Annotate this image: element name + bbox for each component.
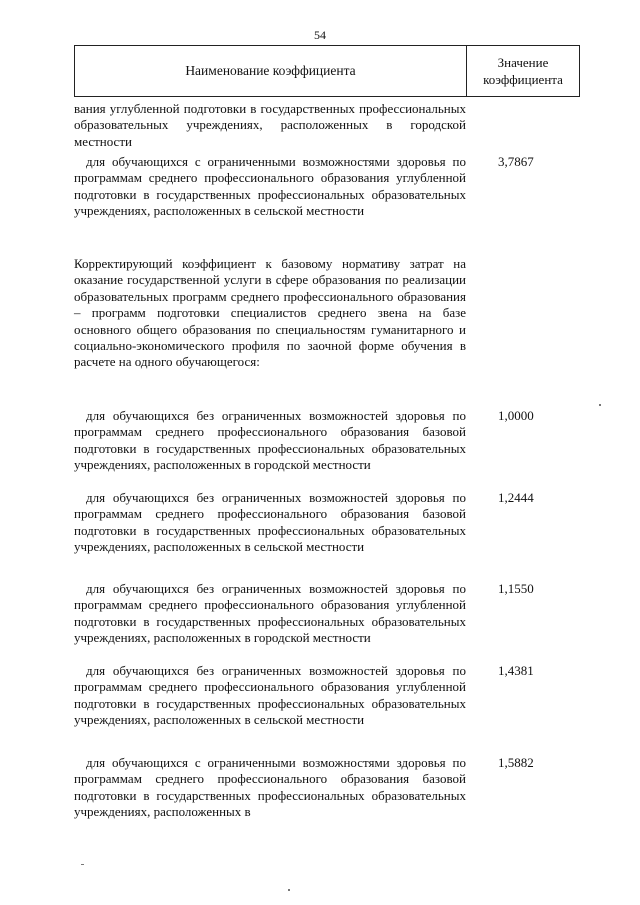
header-value-line1: Значение bbox=[497, 55, 549, 70]
scan-speck bbox=[288, 889, 290, 891]
row-2-value: 1,0000 bbox=[498, 408, 534, 423]
row-1-text: для обучающихся с ограниченными возможностями здоровья по программам среднего профессионального образования углубленной подготовки в государственных профессиональных образовательных учреждениях, расположенных в сельской местности bbox=[74, 154, 466, 219]
scan-speck bbox=[81, 864, 84, 865]
row-2-text: для обучающихся без ограниченных возможностей здоровья по программам среднего профессионального образования базовой подготовки в государственных профессиональных образовательных учреждениях, расположенных в городской местности bbox=[74, 408, 466, 473]
row-1-value: 3,7867 bbox=[498, 154, 534, 169]
row-3-value: 1,2444 bbox=[498, 490, 534, 505]
page-number: 54 bbox=[314, 28, 326, 42]
header-value-line2: коэффициента bbox=[483, 72, 563, 87]
header-coefficient-value bbox=[467, 46, 579, 96]
row-6-text: для обучающихся с ограниченными возможностями здоровья по программам среднего профессионального образования базовой подготовки в государственных профессиональных образовательных учреждениях, расположенных в bbox=[74, 755, 466, 820]
row-4-value: 1,1550 bbox=[498, 581, 534, 596]
row-5-value: 1,4381 bbox=[498, 663, 534, 678]
header-coefficient-name: Наименование коэффициента bbox=[75, 46, 467, 96]
scan-speck bbox=[599, 404, 601, 406]
intro-paragraph: Корректирующий коэффициент к базовому нормативу затрат на оказание государственной услуги в сфере образования по реализации образовательных программ среднего профессионального образования – программ подготовки специалистов среднего звена на базе основного общего образования по специальностям гуманитарного и социально-экономического профиля по заочной форме обучения в расчете на одного обучающегося: bbox=[74, 256, 466, 370]
row-3-text: для обучающихся без ограниченных возможностей здоровья по программам среднего профессионального образования базовой подготовки в государственных профессиональных образовательных учреждениях, расположенных в сельской местности bbox=[74, 490, 466, 555]
row-6-value: 1,5882 bbox=[498, 755, 534, 770]
row-4-text: для обучающихся без ограниченных возможностей здоровья по программам среднего профессионального образования углубленной подготовки в государственных профессиональных образовательных учреждениях, расположенных в городской местности bbox=[74, 581, 466, 646]
row-5-text: для обучающихся без ограниченных возможностей здоровья по программам среднего профессионального образования углубленной подготовки в государственных профессиональных образовательных учреждениях, расположенных в сельской местности bbox=[74, 663, 466, 728]
coefficient-table-header bbox=[74, 45, 580, 97]
row-continuation-text: вания углубленной подготовки в государственных профессиональных образовательных учреждениях, расположенных в городской местности bbox=[74, 101, 466, 149]
